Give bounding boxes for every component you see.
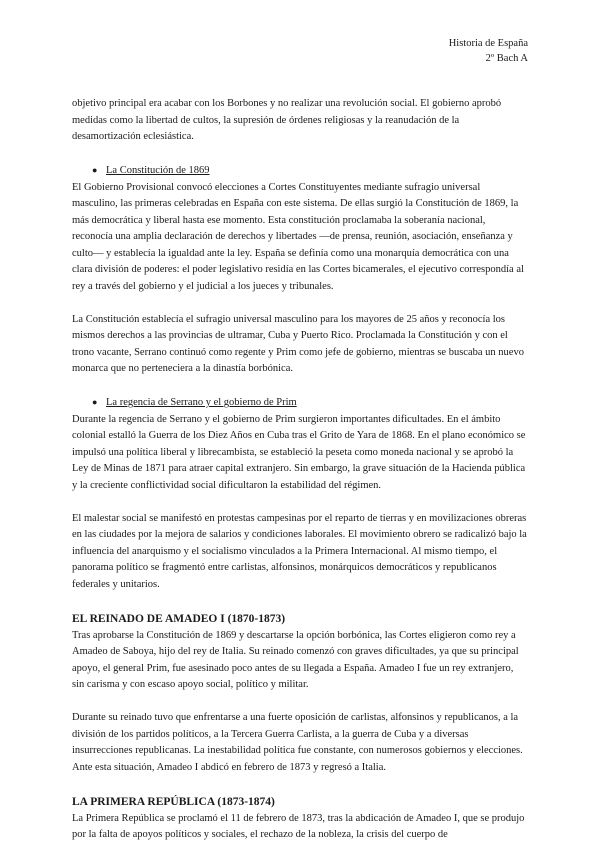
header-class: 2º Bach A bbox=[485, 53, 528, 64]
header-subject: Historia de España bbox=[448, 38, 528, 49]
document-body bbox=[72, 96, 528, 844]
paragraph-regencia: Durante la regencia de Serrano y el gobierno de Prim surgieron importantes dificultades. En el ámbito colonial estalló la Guerra de los Diez Años en Cuba tras el Grito de Yara de 1868. En el plano económico se impulsó una política liberal y librecambista, se estableció la peseta como moneda nacional y se aprobó la Ley de Minas de 1871 para atraer capital extranjero. Sin embargo, la grave situación de la Hacienda pública y la creciente conflictividad social dificultaron la estabilidad del régimen. bbox=[72, 413, 526, 491]
heading-amadeo: EL REINADO DE AMADEO I (1870-1873) bbox=[72, 612, 286, 625]
section-heading-constitucion: La Constitución de 1869 bbox=[106, 165, 210, 176]
paragraph-constitucion: El Gobierno Provisional convocó elecciones a Cortes Constituyentes mediante sufragio universal masculino, las primeras celebradas en España con este sistema. De ellas surgió la Constitución de 1869, la más democrática y liberal hasta ese momento. Esta constitución proclamaba la soberanía nacional, reconocía una amplia declaración de derechos y libertades —de prensa, reunión, asociación, enseñanza y culto— y establecía la igualdad ante la ley. España se definía como una monarquía democrática con una clara división de poderes: el poder legislativo residía en las Cortes bicamerales, el ejecutivo correspondía al rey a través del gobierno y el judicial a los jueces y tribunales. bbox=[72, 181, 524, 292]
bullet-dot: ● bbox=[92, 165, 98, 175]
paragraph-amadeo-1: Tras aprobarse la Constitución de 1869 y descartarse la opción borbónica, las Cortes eligieron como rey a Amadeo de Saboya, hijo del rey de Italia. Su reinado comenzó con graves dificultades, ya que su principal apoyo, el general Prim, fue asesinado poco antes de su llegada a España. Amadeo I fue un rey extranjero, sin carisma y con escaso apoyo social, político y militar. bbox=[72, 629, 519, 690]
page-header bbox=[449, 36, 528, 66]
heading-primera-republica: LA PRIMERA REPÚBLICA (1873-1874) bbox=[72, 795, 275, 808]
paragraph-amadeo-2: Durante su reinado tuvo que enfrentarse a una fuerte oposición de carlistas, alfonsinos y republicanos, a la división de los partidos políticos, a la Tercera Guerra Carlista, a la guerra de Cuba y a diversas insurrecciones republicanas. La inestabilidad política fue constante, con numerosos gobiernos y elecciones. Ante esta situación, Amadeo I abdicó en febrero de 1873 y regresó a Italia. bbox=[72, 712, 523, 773]
bullet-dot: ● bbox=[92, 397, 98, 407]
bullet-constitucion-1869 bbox=[72, 162, 528, 180]
paragraph-republica: La Primera República se proclamó el 11 de febrero de 1873, tras la abdicación de Amadeo I, que se produjo por la falta de apoyos políticos y sociales, el rechazo de la nobleza, la crisis del cuerpo de bbox=[72, 812, 525, 840]
bullet-regencia bbox=[72, 394, 528, 412]
paragraph-sufragio: La Constitución establecía el sufragio universal masculino para los mayores de 25 años y reconocía los mismos derechos a las provincias de ultramar, Cuba y Puerto Rico. Proclamada la Constitución y con el trono vacante, Serrano continuó como regente y Prim como jefe de gobierno, mientras se buscaba un nuevo monarca que no perteneciera a la dinastía borbónica. bbox=[72, 313, 524, 374]
section-heading-regencia: La regencia de Serrano y el gobierno de Prim bbox=[106, 397, 297, 408]
paragraph-malestar: El malestar social se manifestó en protestas campesinas por el reparto de tierras y en movilizaciones obreras en las ciudades por la mejora de salarios y condiciones laborales. El movimiento obrero se radicalizó bajo la influencia del anarquismo y el socialismo vinculados a la Primera Internacional. Al mismo tiempo, el panorama político se fragmentó entre carlistas, alfonsinos, monárquicos democráticos y republicanos federales y unitarios. bbox=[72, 512, 527, 590]
paragraph-intro: objetivo principal era acabar con los Borbones y no realizar una revolución social. El gobierno aprobó medidas como la libertad de cultos, la supresión de órdenes religiosas y la reanudación de la desamortización eclesiástica. bbox=[72, 98, 502, 142]
